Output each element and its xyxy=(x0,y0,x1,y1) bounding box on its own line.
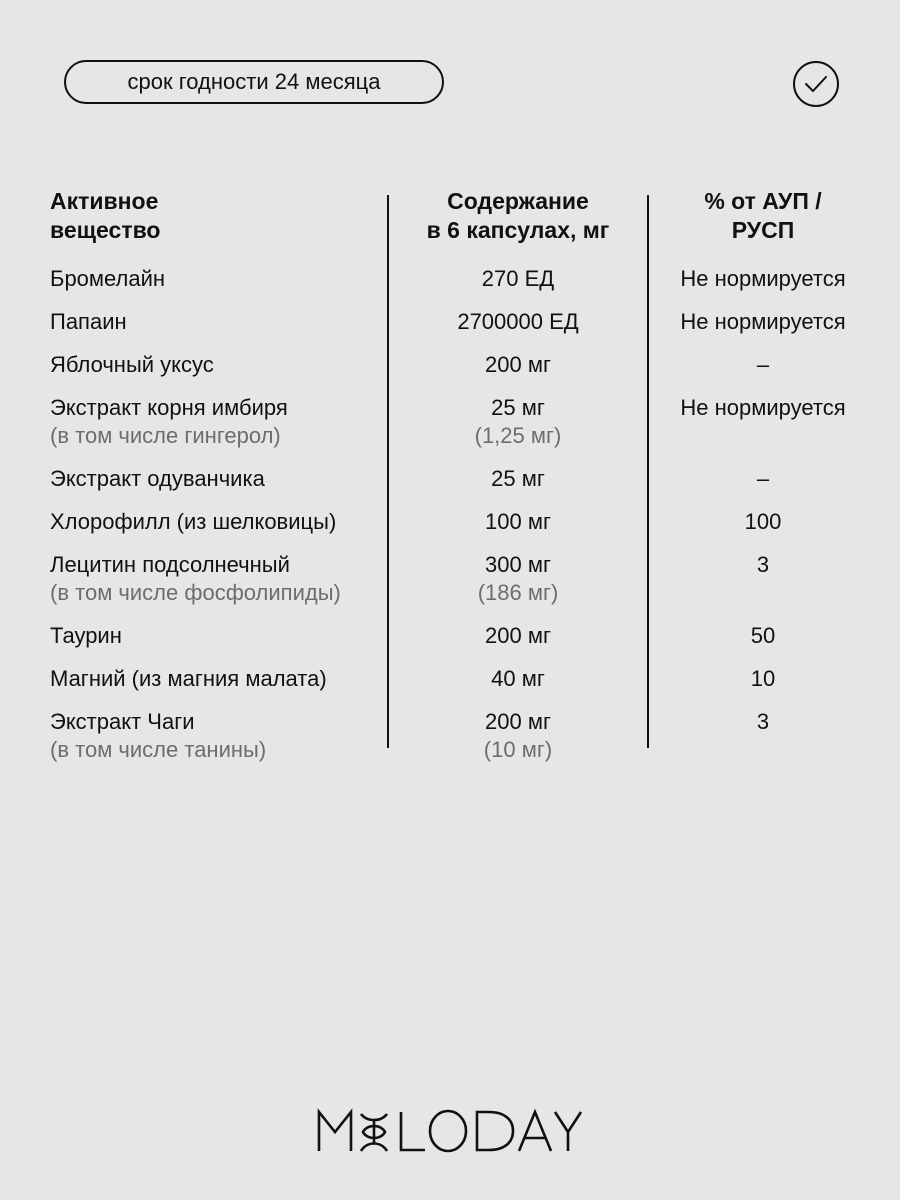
ingredient-percent xyxy=(648,708,878,736)
ingredient-amount xyxy=(388,394,648,450)
ingredient-percent-text: Не нормируется xyxy=(680,266,846,291)
ingredient-name xyxy=(50,351,214,379)
header-content: Содержание в 6 капсулах, мг xyxy=(426,188,610,243)
ingredient-name xyxy=(50,308,127,336)
ingredient-name-text: Папаин xyxy=(50,309,127,334)
ingredient-amount xyxy=(388,508,648,536)
ingredient-percent-text: – xyxy=(756,352,770,377)
ingredient-percent xyxy=(648,551,878,579)
ingredient-name xyxy=(50,665,327,693)
ingredient-percent xyxy=(648,394,878,422)
ingredient-percent xyxy=(648,665,878,693)
ingredient-amount xyxy=(388,708,648,764)
ingredient-percent-text: 50 xyxy=(750,623,776,648)
ingredient-percent-text: 3 xyxy=(756,709,770,734)
ingredient-amount-text: 25 мг xyxy=(491,466,545,491)
ingredient-amount xyxy=(388,551,648,607)
ingredient-amount-text: 200 мг xyxy=(485,709,551,734)
ingredient-amount xyxy=(388,351,648,379)
ingredient-percent-text: – xyxy=(756,466,770,491)
ingredient-amount-text: 300 мг xyxy=(485,552,551,577)
ingredient-subnote: (в том числе танины) xyxy=(50,737,267,762)
ingredient-percent-text: 3 xyxy=(756,552,770,577)
shelf-life-badge xyxy=(64,60,444,104)
ingredient-percent-text: 10 xyxy=(750,666,776,691)
ingredient-name-text: Экстракт корня имбиря xyxy=(50,395,288,420)
ingredient-name-text: Экстракт одуванчика xyxy=(50,466,265,491)
ingredient-subnote: (в том числе гингерол) xyxy=(50,423,281,448)
ingredient-percent xyxy=(648,308,878,336)
ingredient-percent xyxy=(648,351,878,379)
ingredient-amount-text: 100 мг xyxy=(485,509,551,534)
header-percent: % от АУП / РУСП xyxy=(704,188,822,243)
ingredient-percent xyxy=(648,265,878,293)
ingredient-amount-subnote: (1,25 мг) xyxy=(474,423,562,448)
ingredient-amount xyxy=(388,465,648,493)
ingredient-amount-text: 200 мг xyxy=(485,623,551,648)
brand-logo xyxy=(0,1108,900,1154)
ingredient-name xyxy=(50,708,266,764)
ingredient-name-text: Экстракт Чаги xyxy=(50,709,195,734)
ingredient-name-text: Таурин xyxy=(50,623,122,648)
ingredient-amount-text: 270 ЕД xyxy=(481,266,555,291)
ingredient-name-text: Хлорофилл (из шелковицы) xyxy=(50,509,337,534)
ingredient-name-text: Магний (из магния малата) xyxy=(50,666,327,691)
ingredient-percent xyxy=(648,622,878,650)
ingredient-percent xyxy=(648,465,878,493)
ingredient-name xyxy=(50,394,288,450)
ingredient-percent xyxy=(648,508,878,536)
ingredient-name xyxy=(50,508,336,536)
ingredient-subnote: (в том числе фосфолипиды) xyxy=(50,580,341,605)
ingredient-name xyxy=(50,551,341,607)
ingredient-amount xyxy=(388,665,648,693)
ingredient-amount xyxy=(388,622,648,650)
ingredient-percent-text: 100 xyxy=(744,509,782,534)
ingredient-amount-subnote: (186 мг) xyxy=(477,580,559,605)
ingredient-amount xyxy=(388,308,648,336)
ingredient-percent-text: Не нормируется xyxy=(680,309,846,334)
check-circle-icon xyxy=(792,60,840,108)
ingredient-name xyxy=(50,465,265,493)
ingredient-name-text: Бромелайн xyxy=(50,266,166,291)
ingredient-name-text: Яблочный уксус xyxy=(50,352,214,377)
ingredient-name-text: Лецитин подсолнечный xyxy=(50,552,290,577)
header-active-substance: Активное вещество xyxy=(50,188,161,243)
ingredient-amount-text: 40 мг xyxy=(491,666,545,691)
ingredient-name xyxy=(50,622,122,650)
ingredient-name xyxy=(50,265,165,293)
ingredient-amount-text: 2700000 ЕД xyxy=(457,309,579,334)
brand-logo-wordmark xyxy=(315,1108,585,1154)
ingredient-percent-text: Не нормируется xyxy=(680,395,846,420)
ingredient-amount-subnote: (10 мг) xyxy=(483,737,553,762)
ingredient-amount-text: 200 мг xyxy=(485,352,551,377)
shelf-life-text: срок годности 24 месяца xyxy=(127,69,381,94)
ingredient-amount xyxy=(388,265,648,293)
ingredient-amount-text: 25 мг xyxy=(491,395,545,420)
